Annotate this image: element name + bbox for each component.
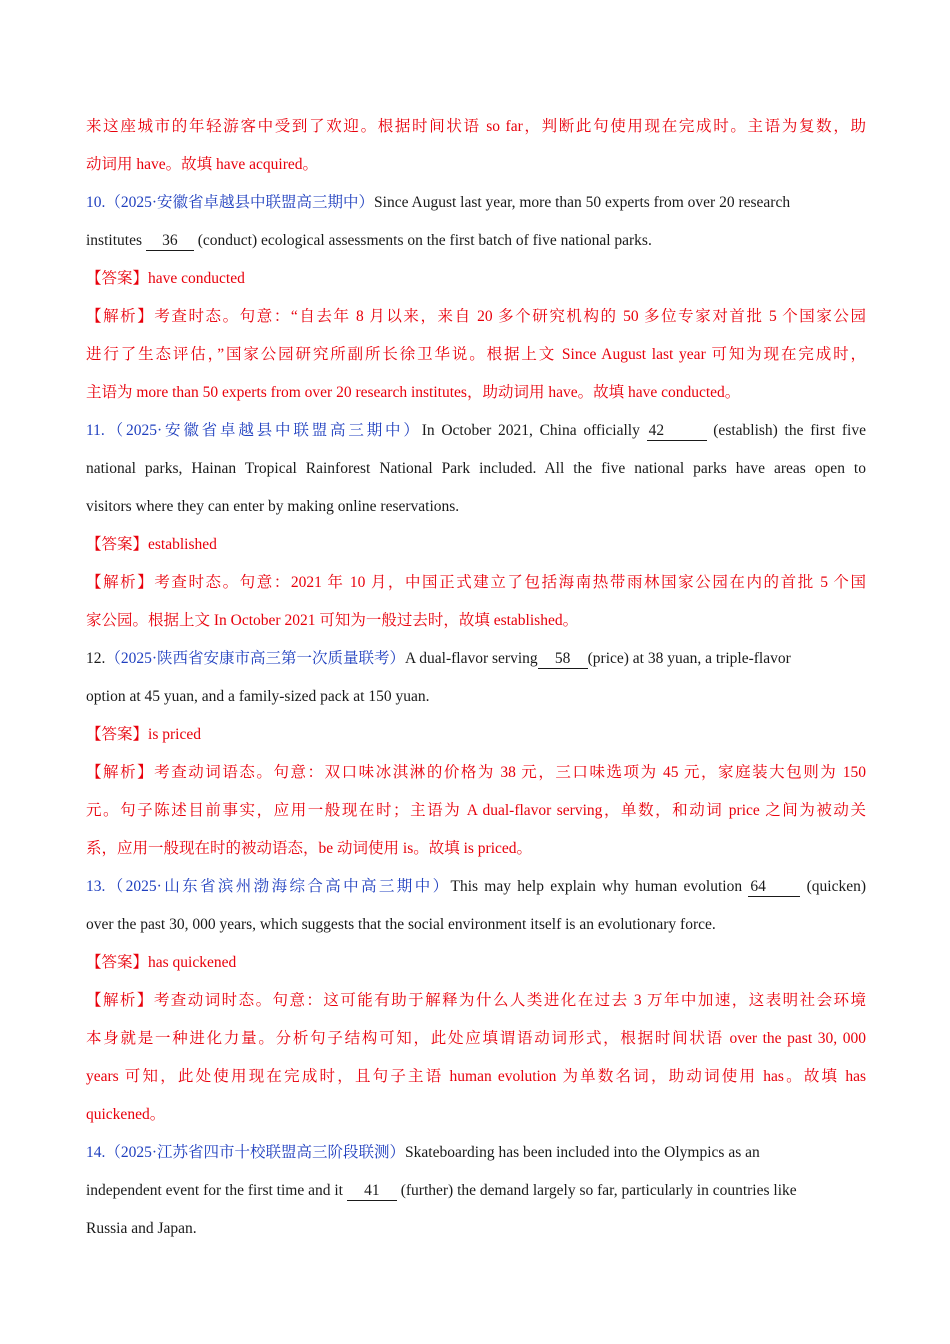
explanation-text: 考查时态。句意：“自去年 8 月以来，来自 20 多个研究机构的 50 多位专家对首批 5 个国家公园 xyxy=(154,308,866,325)
explanation-line: 来这座城市的年轻游客中受到了欢迎。根据时间状语 so far，判断此句使用现在完成时。主语为复数，助 xyxy=(86,118,866,135)
question-text: This may help explain why human evolution xyxy=(450,878,749,895)
explanation-line: 进行了生态评估，”国家公园研究所副所长徐卫华说。根据上文 Since August last year 可知为现在完成时， xyxy=(86,346,866,363)
explanation-line: 本身就是一种进化力量。分析句子结构可知，此处应填谓语动词形式，根据时间状语 over the past 30, 000 xyxy=(86,1030,866,1047)
explanation-text: 考查动词时态。句意：这可能有助于解释为什么人类进化在过去 3 万年中加速，这表明社会环境 xyxy=(153,992,866,1009)
answer-label: 【答案】 xyxy=(86,536,149,553)
answer-line xyxy=(86,944,866,982)
answer-label: 【答案】 xyxy=(86,726,149,743)
explanation-line: 系，应用一般现在时的被动语态，be 动词使用 is。故填 is priced。 xyxy=(86,840,533,857)
question-line: over the past 30, 000 years, which suggests that the social environment itself is an evolutionary force. xyxy=(86,916,716,933)
explanation-line: 动词用 have。故填 have acquired。 xyxy=(86,156,319,173)
question-text: (further) the demand largely so far, particularly in countries like xyxy=(396,1182,797,1199)
answer-blank: 42 xyxy=(647,422,707,441)
question-text: independent event for the first time and it xyxy=(86,1182,347,1199)
answer-label: 【答案】 xyxy=(86,270,149,287)
answer-text: established xyxy=(148,536,217,553)
question-10 xyxy=(86,184,866,222)
question-11 xyxy=(86,412,866,450)
question-number: 14. xyxy=(86,1144,106,1161)
question-text: (establish) the first five xyxy=(706,422,866,439)
answer-blank: 36 xyxy=(146,232,194,251)
question-number: 13. xyxy=(86,878,106,895)
answer-line xyxy=(86,526,866,564)
question-14 xyxy=(86,1134,866,1172)
question-line: national parks, Hainan Tropical Rainforest National Park included. All the five national parks have areas open to xyxy=(86,460,866,477)
explanation-line: 主语为 more than 50 experts from over 20 research institutes，助动词用 have。故填 have conducted。 xyxy=(86,384,741,401)
answer-text: has quickened xyxy=(148,954,237,971)
answer-label: 【答案】 xyxy=(86,954,149,971)
question-number: 11. xyxy=(86,422,105,439)
answer-blank: 41 xyxy=(347,1182,397,1201)
explanation-line: 家公园。根据上文 In October 2021 可知为一般过去时，故填 established。 xyxy=(86,612,579,629)
question-text: In October 2021, China officially xyxy=(421,422,647,439)
explanation-line: 元。句子陈述目前事实，应用一般现在时；主语为 A dual-flavor serving，单数，和动词 price 之间为被动关 xyxy=(86,802,866,819)
question-source: （2025·安徽省卓越县中联盟高三期中） xyxy=(104,422,422,439)
explanation-line xyxy=(86,754,866,792)
explanation-label: 【解析】 xyxy=(86,574,155,591)
question-number: 12. xyxy=(86,650,106,667)
question-source: （2025·陕西省安康市高三第一次质量联考） xyxy=(105,650,406,667)
answer-line xyxy=(86,260,866,298)
explanation-text: 考查动词语态。句意：双口味冰淇淋的价格为 38 元，三口味选项为 45 元，家庭装大包则为 150 xyxy=(154,764,866,781)
explanation-text: 考查时态。句意：2021 年 10 月，中国正式建立了包括海南热带雨林国家公园在内的首批 5 个国 xyxy=(154,574,866,591)
question-line xyxy=(86,1172,866,1210)
question-text: (quicken) xyxy=(800,878,866,895)
answer-line xyxy=(86,716,866,754)
question-text: Since August last year, more than 50 experts from over 20 research xyxy=(374,194,791,211)
answer-text: is priced xyxy=(148,726,201,743)
question-12 xyxy=(86,640,866,678)
document-page xyxy=(86,108,866,1248)
explanation-line: years 可知，此处使用现在完成时，且句子主语 human evolution 为单数名词，助动词使用 has。故填 has xyxy=(86,1068,866,1085)
question-source: （2025·安徽省卓越县中联盟高三期中） xyxy=(105,194,375,211)
explanation-line xyxy=(86,982,866,1020)
question-text: (conduct) ecological assessments on the first batch of five national parks. xyxy=(193,232,652,249)
question-line: Russia and Japan. xyxy=(86,1220,197,1237)
explanation-line xyxy=(86,298,866,336)
answer-blank: 58 xyxy=(538,650,588,669)
question-line xyxy=(86,222,866,260)
question-number: 10. xyxy=(86,194,106,211)
question-text: A dual-flavor serving xyxy=(405,650,538,667)
question-text: Skateboarding has been included into the Olympics as an xyxy=(405,1144,760,1161)
question-13 xyxy=(86,868,866,906)
question-source: （2025·山东省滨州渤海综合高中高三期中） xyxy=(105,878,451,895)
question-line: option at 45 yuan, and a family-sized pack at 150 yuan. xyxy=(86,688,430,705)
answer-blank: 64 xyxy=(748,878,800,897)
question-text: (price) at 38 yuan, a triple-flavor xyxy=(587,650,791,667)
question-line: visitors where they can enter by making online reservations. xyxy=(86,498,460,515)
explanation-label: 【解析】 xyxy=(86,992,154,1009)
explanation-label: 【解析】 xyxy=(86,764,155,781)
explanation-line: quickened。 xyxy=(86,1106,166,1123)
question-source: （2025·江苏省四市十校联盟高三阶段联测） xyxy=(105,1144,406,1161)
explanation-label: 【解析】 xyxy=(86,308,155,325)
question-text: institutes xyxy=(86,232,146,249)
answer-text: have conducted xyxy=(148,270,245,287)
explanation-line xyxy=(86,564,866,602)
